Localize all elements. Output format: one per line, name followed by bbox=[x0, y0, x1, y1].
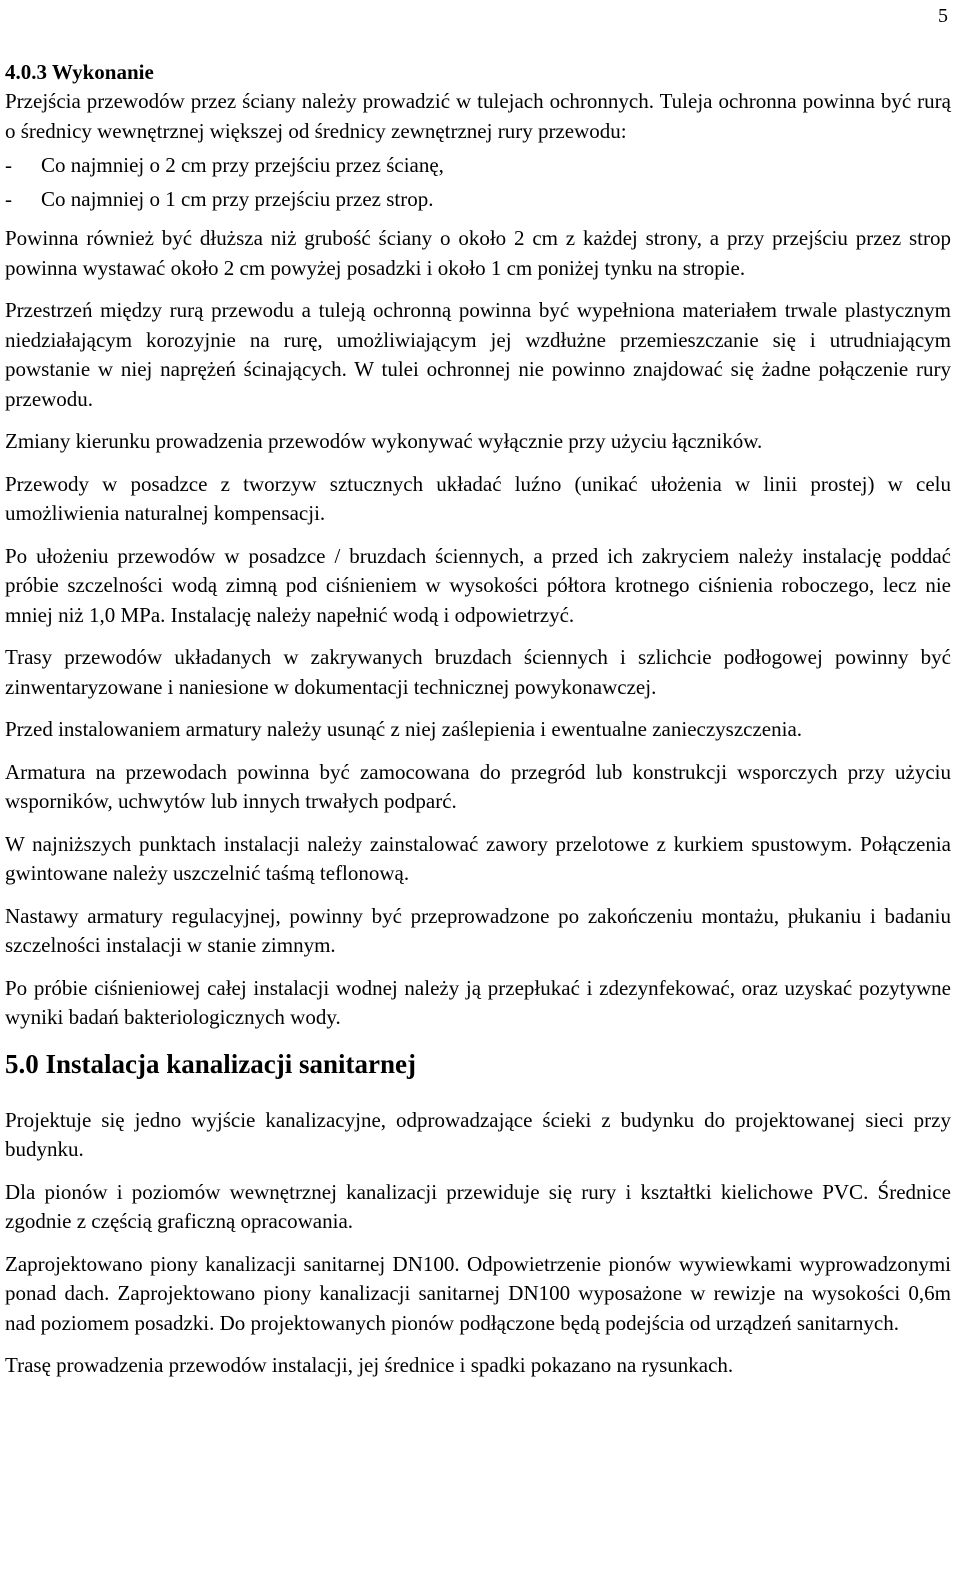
list-item bbox=[5, 180, 951, 214]
list-item-text: Co najmniej o 1 cm przy przejściu przez strop. bbox=[41, 187, 434, 211]
dash-list bbox=[5, 146, 951, 214]
paragraph: Przestrzeń między rurą przewodu a tuleją ochronną powinna być wypełniona materiałem trwale plastycznym niedziałającym korozyjnie na rurę, umożliwiającym jej wzdłużne przemieszczanie się i utrudniającym powstanie w niej naprężeń ścinających. W tulei ochronnej nie powinno znajdować się żadne połączenie rury przewodu. bbox=[5, 298, 951, 411]
paragraph: Po ułożeniu przewodów w posadzce / bruzdach ściennych, a przed ich zakryciem należy instalację poddać próbie szczelności wodą zimną pod ciśnieniem w wysokości półtora krotnego ciśnienia roboczego, lecz nie mniej niż 1,0 MPa. Instalację należy napełnić wodą i odpowietrzyć. bbox=[5, 543, 951, 627]
page-number: 5 bbox=[938, 5, 948, 27]
paragraph: Przed instalowaniem armatury należy usunąć z niej zaślepienia i ewentualne zanieczyszczenia. bbox=[5, 717, 803, 741]
paragraph: Trasy przewodów układanych w zakrywanych bruzdach ściennych i szlichcie podłogowej powinny być zinwentaryzowane i naniesione w dokumentacji technicznej powykonawczej. bbox=[5, 645, 951, 699]
section-heading-5-0: 5.0 Instalacja kanalizacji sanitarnej bbox=[5, 1048, 416, 1079]
paragraph: Powinna również być dłuższa niż grubość ściany o około 2 cm z każdej strony, a przy przejściu przez strop powinna wystawać około 2 cm powyżej posadzki i około 1 cm poniżej tynku na stropie. bbox=[5, 226, 951, 280]
paragraph-intro: Przejścia przewodów przez ściany należy prowadzić w tulejach ochronnych. Tuleja ochronna powinna być rurą o średnicy wewnętrznej większej od średnicy zewnętrznej rury przewodu: bbox=[5, 89, 951, 143]
paragraph: Przewody w posadzce z tworzyw sztucznych układać luźno (unikać ułożenia w linii prostej) w celu umożliwienia naturalnej kompensacji. bbox=[5, 471, 951, 525]
paragraph: Dla pionów i poziomów wewnętrznej kanalizacji przewiduje się rury i kształtki kielichowe PVC. Średnice zgodnie z częścią graficzną opracowania. bbox=[5, 1179, 951, 1233]
dash-bullet: - bbox=[5, 153, 12, 177]
paragraph: Po próbie ciśnieniowej całej instalacji wodnej należy ją przepłukać i zdezynfekować, oraz uzyskać pozytywne wyniki badań bakteriologicznych wody. bbox=[5, 975, 951, 1029]
paragraph: Nastawy armatury regulacyjnej, powinny być przeprowadzone po zakończeniu montażu, płukaniu i badaniu szczelności instalacji w stanie zimnym. bbox=[5, 903, 951, 957]
list-item bbox=[5, 146, 951, 180]
dash-bullet: - bbox=[5, 187, 12, 211]
paragraph: Zaprojektowano piony kanalizacji sanitarnej DN100. Odpowietrzenie pionów wywiewkami wyprowadzonymi ponad dach. Zaprojektowano piony kanalizacji sanitarnej DN100 wyposażone w rewizje na wysokości 0,6m nad poziomem posadzki. Do projektowanych pionów podłączone będą podejścia od urządzeń sanitarnych. bbox=[5, 1251, 951, 1335]
paragraph: Projektuje się jedno wyjście kanalizacyjne, odprowadzające ścieki z budynku do projektowanej sieci przy budynku. bbox=[5, 1107, 951, 1161]
paragraph: W najniższych punktach instalacji należy zainstalować zawory przelotowe z kurkiem spustowym. Połączenia gwintowane należy uszczelnić taśmą teflonową. bbox=[5, 831, 951, 885]
paragraph: Armatura na przewodach powinna być zamocowana do przegród lub konstrukcji wsporczych przy użyciu wsporników, uchwytów lub innych trwałych podparć. bbox=[5, 759, 951, 813]
paragraph: Zmiany kierunku prowadzenia przewodów wykonywać wyłącznie przy użyciu łączników. bbox=[5, 429, 763, 453]
list-item-text: Co najmniej o 2 cm przy przejściu przez ścianę, bbox=[41, 153, 444, 177]
paragraph: Trasę prowadzenia przewodów instalacji, jej średnice i spadki pokazano na rysunkach. bbox=[5, 1353, 734, 1377]
section-heading-4-0-3: 4.0.3 Wykonanie bbox=[5, 60, 154, 84]
document-body bbox=[5, 58, 951, 1394]
